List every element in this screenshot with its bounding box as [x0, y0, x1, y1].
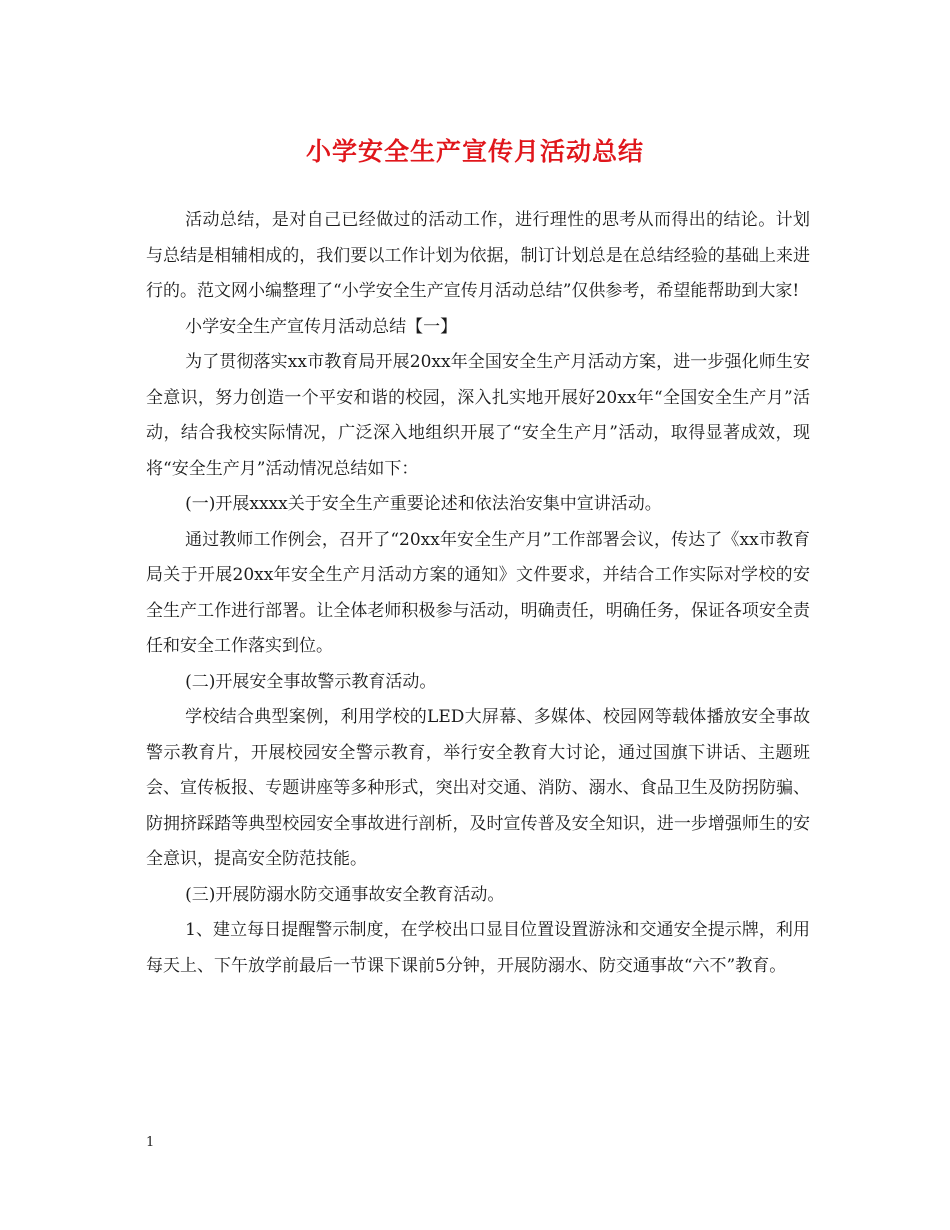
body-paragraph: 为了贯彻落实xx市教育局开展20xx年全国安全生产月活动方案，进一步强化师生安全意识，努力创造一个平安和谐的校园，深入扎实地开展好20xx年“全国安全生产月”活动，结合我校实际情况，广泛深入地组织开展了“安全生产月”活动，取得显著成效，现将“安全生产月”活动情况总结如下： — [146, 352, 810, 479]
document-body — [146, 203, 810, 984]
page-number: 1 — [146, 1135, 155, 1150]
section-heading: 小学安全生产宣传月活动总结【一】 — [185, 316, 458, 337]
subsection-heading: (一)开展xxxx关于安全生产重要论述和依法治安集中宣讲活动。 — [185, 494, 662, 514]
body-paragraph: 1、建立每日提醒警示制度，在学校出口显目位置设置游泳和交通安全提示牌，利用每天上、下午放学前最后一节课下课前5分钟，开展防溺水、防交通事故“六不”教育。 — [146, 920, 810, 976]
intro-paragraph: 活动总结，是对自己已经做过的活动工作，进行理性的思考从而得出的结论。计划与总结是相辅相成的，我们要以工作计划为依据，制订计划总是在总结经验的基础上来进行的。范文网小编整理了“小学安全生产宣传月活动总结”仅供参考，希望能帮助到大家! — [146, 210, 810, 301]
body-paragraph: 学校结合典型案例，利用学校的LED大屏幕、多媒体、校园网等载体播放安全事故警示教育片，开展校园安全警示教育，举行安全教育大讨论，通过国旗下讲话、主题班会、宣传板报、专题讲座等多种形式，突出对交通、消防、溺水、食品卫生及防拐防骗、防拥挤踩踏等典型校园安全事故进行剖析，及时宣传普及安全知识，进一步增强师生的安全意识，提高安全防范技能。 — [146, 707, 810, 869]
subsection-heading: (三)开展防溺水防交通事故安全教育活动。 — [185, 884, 505, 905]
document-title: 小学安全生产宣传月活动总结 — [305, 137, 644, 166]
subsection-heading: (二)开展安全事故警示教育活动。 — [185, 671, 437, 692]
body-paragraph: 通过教师工作例会，召开了“20xx年安全生产月”工作部署会议，传达了《xx市教育局关于开展20xx年安全生产月活动方案的通知》文件要求，并结合工作实际对学校的安全生产工作进行部署。让全体老师积极参与活动，明确责任，明确任务，保证各项安全责任和安全工作落实到位。 — [146, 529, 810, 656]
